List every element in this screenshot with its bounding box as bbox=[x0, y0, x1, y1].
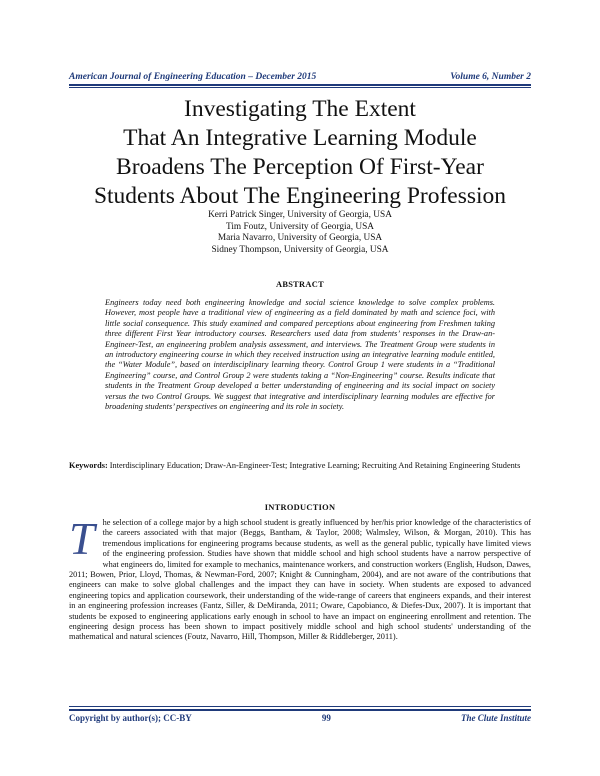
header-rule-thin bbox=[69, 87, 531, 88]
footer-rule-thick bbox=[69, 709, 531, 711]
keywords-label: Keywords: bbox=[69, 461, 108, 470]
footer-rule bbox=[69, 706, 531, 707]
author: Maria Navarro, University of Georgia, USA bbox=[217, 233, 383, 244]
author: Tim Foutz, University of Georgia, USA bbox=[226, 221, 374, 232]
author: Kerri Patrick Singer, University of Georgia, USA bbox=[208, 210, 392, 220]
abstract-text: Engineers today need both engineering knowledge and social science knowledge to solve complex problems. However, most people have a traditional view of engineering as a field dominated by math and science foci, with little social consequence. This study examined and compared perceptions about engineering from Freshmen taking three different First Year introductory courses. Researchers used data from students’ responses in the Draw-an-Engineer-Test, an engineering problem analysis assessment, and interviews. The Treatment Group were students in an introductory engineering course in which they received instruction using an integrative learning module entitled, the “Water Module”, based on interdisciplinary learning theory. Control Group 1 were students in a “Traditional Engineering” course, and Control Group 2 were students taking a “Non-Engineering” course. Results indicate that students in the Treatment Group developed a better understanding of engineering and its social impact on society versus the two Control Groups. We suggest that integrative and interdisciplinary learning modules are effective for broadening students’ perspectives on engineering and its role in society. bbox=[105, 298, 495, 412]
title-line: Investigating The Extent bbox=[184, 96, 416, 122]
introduction-heading: INTRODUCTION bbox=[264, 503, 336, 512]
running-header bbox=[69, 72, 531, 82]
publisher-name: The Clute Institute bbox=[460, 713, 531, 723]
introduction-text bbox=[69, 513, 531, 643]
header-rule bbox=[69, 84, 531, 86]
title-line: Broadens The Perception Of First-Year bbox=[116, 154, 484, 180]
title-line: That An Integrative Learning Module bbox=[123, 125, 477, 151]
author: Sidney Thompson, University of Georgia, USA bbox=[211, 244, 389, 255]
journal-name: American Journal of Engineering Education – December 2015 bbox=[69, 72, 317, 82]
volume-number: Volume 6, Number 2 bbox=[450, 72, 531, 82]
keywords bbox=[69, 461, 531, 471]
title-line: Students About The Engineering Profession bbox=[93, 183, 507, 209]
author-list bbox=[60, 210, 540, 256]
article-title bbox=[60, 95, 540, 211]
page-number: 99 bbox=[321, 713, 331, 723]
keywords-text: Interdisciplinary Education; Draw-An-Engineer-Test; Integrative Learning; Recruiting And Retaining Engineering Students bbox=[107, 461, 521, 470]
page-footer bbox=[69, 713, 531, 723]
copyright-notice: Copyright by author(s); CC-BY bbox=[69, 713, 192, 723]
introduction-paragraph: he selection of a college major by a high school student is greatly influenced by her/his prior knowledge of the characteristics of the careers associated with that major (Beggs, Bantham, & Taylor, 2008; Walmsley, Wilson, & Morgan, 2010). This has tremendous implications for engineering programs because students, as well as the general public, typically have limited views of the engineering profession. Studies have shown that middle school and high school students have a narrow perspective of what engineers do, limited for example to mechanics, maintenance workers, and construction workers (English, Hudson, Dawes, 2011; Bowen, Prior, Lloyd, Thomas, & Newman-Ford, 2007; Knight & Cunningham, 2004), and are not aware of the contributions that engineers can make to solve global challenges and the impact they can have in society. When students are exposed to advanced engineering topics and application coursework, their understanding of the wide-range of careers that engineers expands, and their interest in an engineering profession increases (Fantz, Siller, & DeMiranda, 2011; Oware, Capobianco, & Diefes-Dux, 2007). It is important that students be exposed to engineering applications early enough in school to have an impact on engineering enrollment and retention. The engineering design process has been shown to impact positively middle school and high school students' understanding of the mathematical and natural sciences (Foutz, Navarro, Hill, Thompson, Miller & Riddleberger, 2011). bbox=[69, 518, 531, 642]
abstract-heading: ABSTRACT bbox=[275, 280, 324, 289]
drop-cap: T bbox=[69, 513, 95, 564]
